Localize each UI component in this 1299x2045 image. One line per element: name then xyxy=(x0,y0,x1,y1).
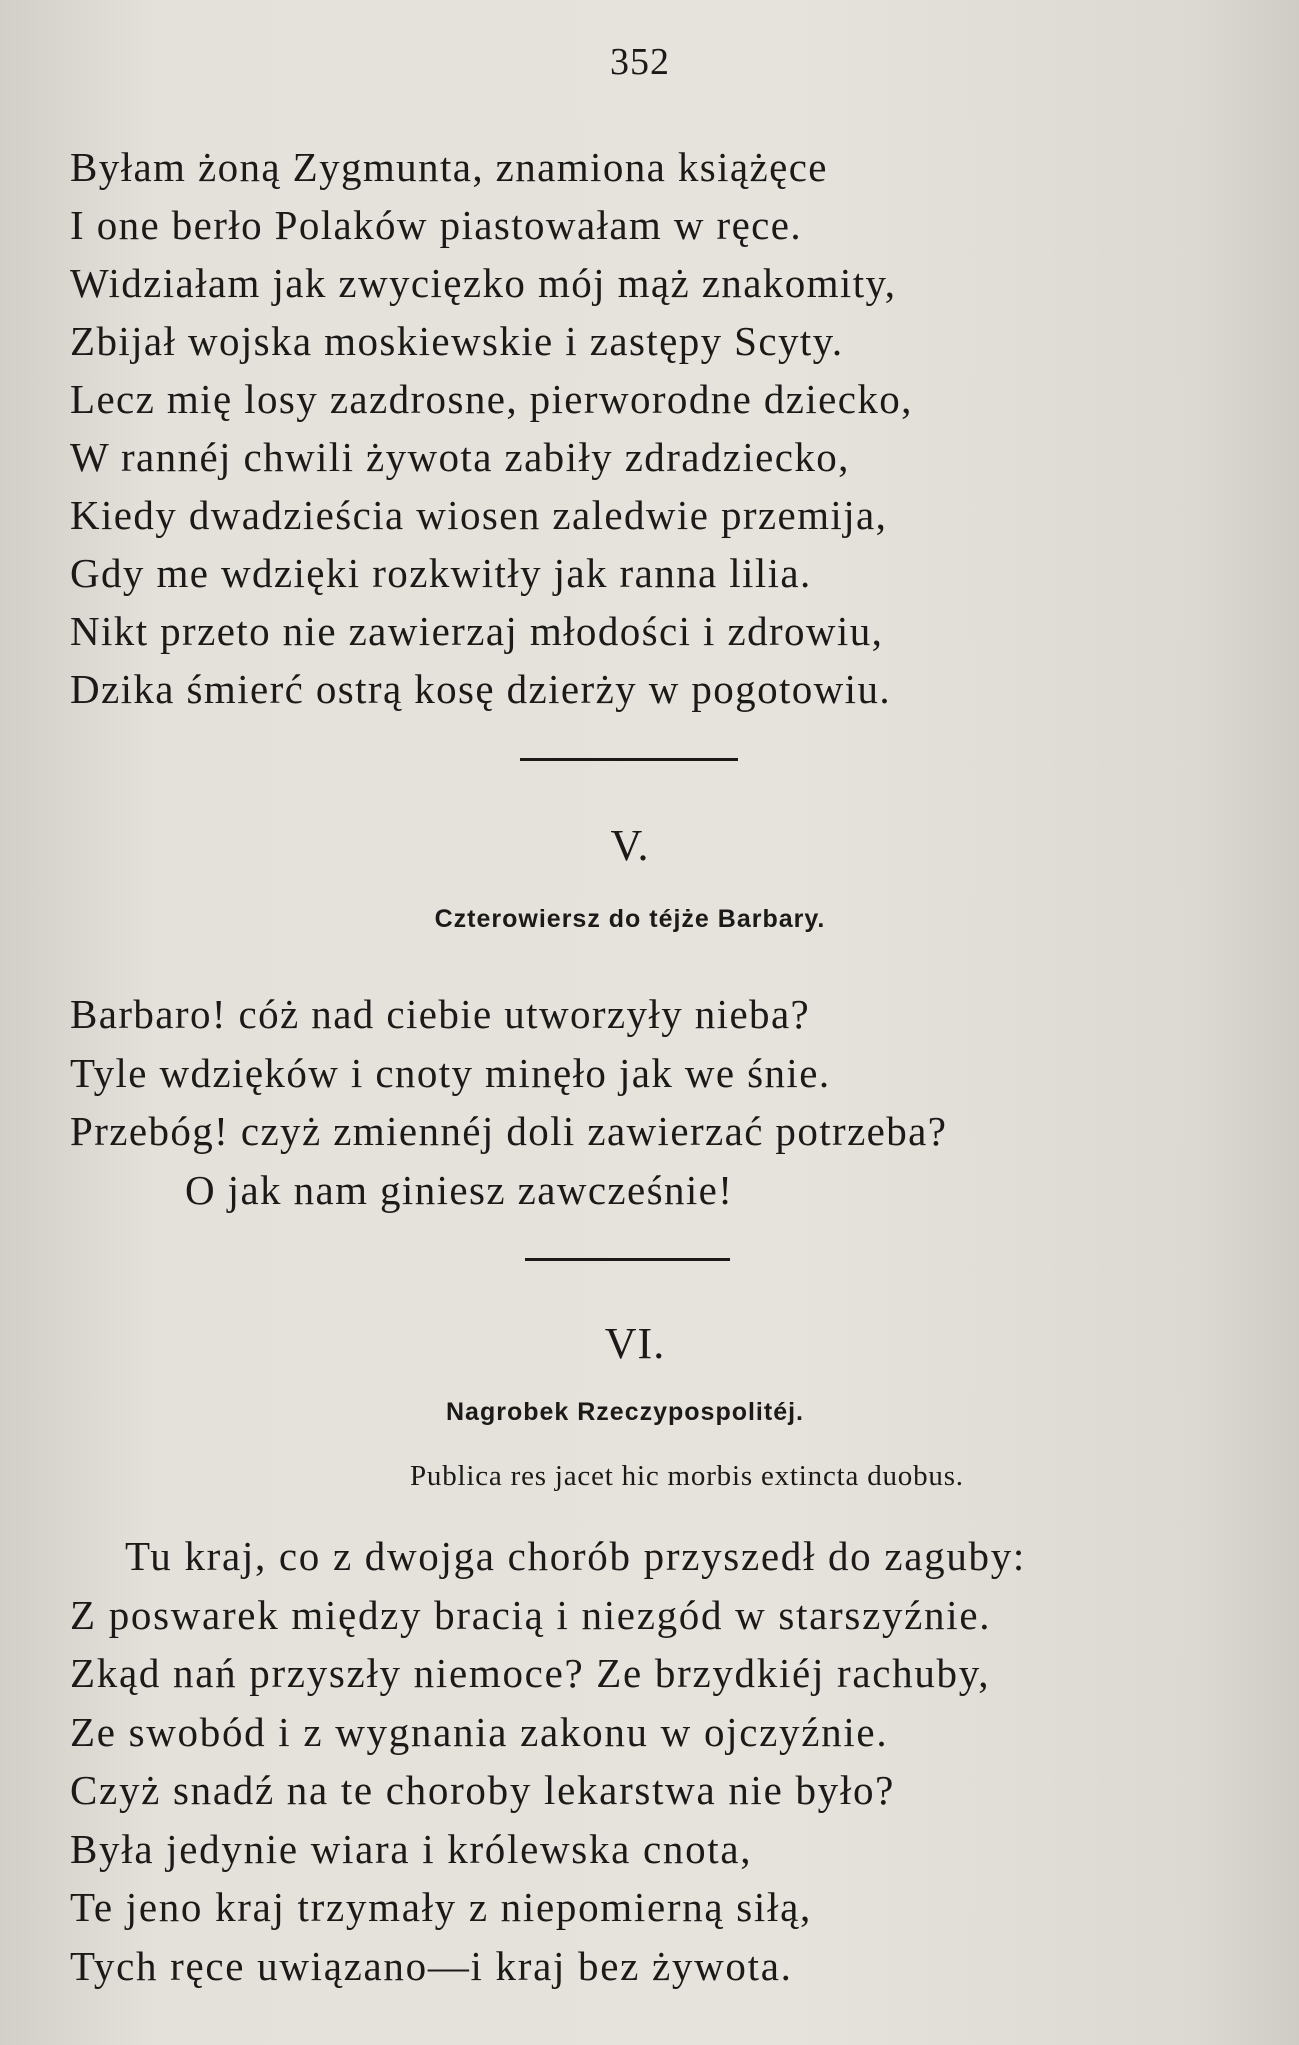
section-divider xyxy=(520,758,738,761)
verse-line: W rannéj chwili żywota zabiły zdradziecko, xyxy=(70,434,850,480)
verse-line: Z poswarek między bracią i niezgód w starszyźnie. xyxy=(70,1591,992,1638)
verse-line: Była jedynie wiara i królewska cnota, xyxy=(70,1825,753,1872)
verse-line: Widziałam jak zwycięzko mój mąż znakomity, xyxy=(70,260,897,306)
verse-line: Dzika śmierć ostrą kosę dzierży w pogotowiu. xyxy=(70,666,892,712)
verse-line: Tyle wdzięków i cnoty minęło jak we śnie. xyxy=(70,1049,831,1096)
verse-line: Czyż snadź na te choroby lekarstwa nie było? xyxy=(70,1767,896,1813)
section-number: VI. xyxy=(604,1319,666,1368)
poem-stanza xyxy=(70,1527,1026,1995)
poem-stanza xyxy=(70,138,913,718)
verse-line: I one berło Polaków piastowałam w ręce. xyxy=(70,202,803,248)
verse-line: Zkąd nań przyszły niemoce? Ze brzydkiéj rachuby, xyxy=(70,1650,991,1696)
section-number: V. xyxy=(610,821,650,870)
poem-stanza xyxy=(70,985,947,1219)
page-number: 352 xyxy=(610,41,670,83)
verse-line: Tych ręce uwiązano—i kraj bez żywota. xyxy=(70,1942,793,1989)
verse-line: Przebóg! czyż zmiennéj doli zawierzać potrzeba? xyxy=(70,1108,948,1154)
verse-line: Barbaro! cóż nad ciebie utworzyły nieba? xyxy=(70,991,811,1037)
verse-line: Lecz mię losy zazdrosne, pierworodne dziecko, xyxy=(70,376,913,422)
verse-line: Byłam żoną Zygmunta, znamiona książęce xyxy=(70,144,828,190)
verse-line: Ze swobód i z wygnania zakonu w ojczyźnie. xyxy=(70,1708,889,1755)
verse-line: Zbijał wojska moskiewskie i zastępy Scyty. xyxy=(70,318,844,364)
verse-line: O jak nam giniesz zawcześnie! xyxy=(185,1166,734,1213)
verse-line: Nikt przeto nie zawierzaj młodości i zdrowiu, xyxy=(70,608,884,654)
verse-line: Kiedy dwadzieścia wiosen zaledwie przemija, xyxy=(70,492,888,538)
verse-line: Te jeno kraj trzymały z niepomierną siłą, xyxy=(70,1884,812,1930)
section-divider xyxy=(525,1258,730,1261)
epigraph: Publica res jacet hic morbis extincta duobus. xyxy=(410,1460,964,1492)
verse-line: Gdy me wdzięki rozkwitły jak ranna lilia. xyxy=(70,550,812,596)
verse-line: Tu kraj, co z dwojga chorób przyszedł do zaguby: xyxy=(125,1533,1027,1579)
section-title: Czterowiersz do téjże Barbary. xyxy=(434,905,826,933)
section-title: Nagrobek Rzeczypospolitéj. xyxy=(445,1398,805,1426)
